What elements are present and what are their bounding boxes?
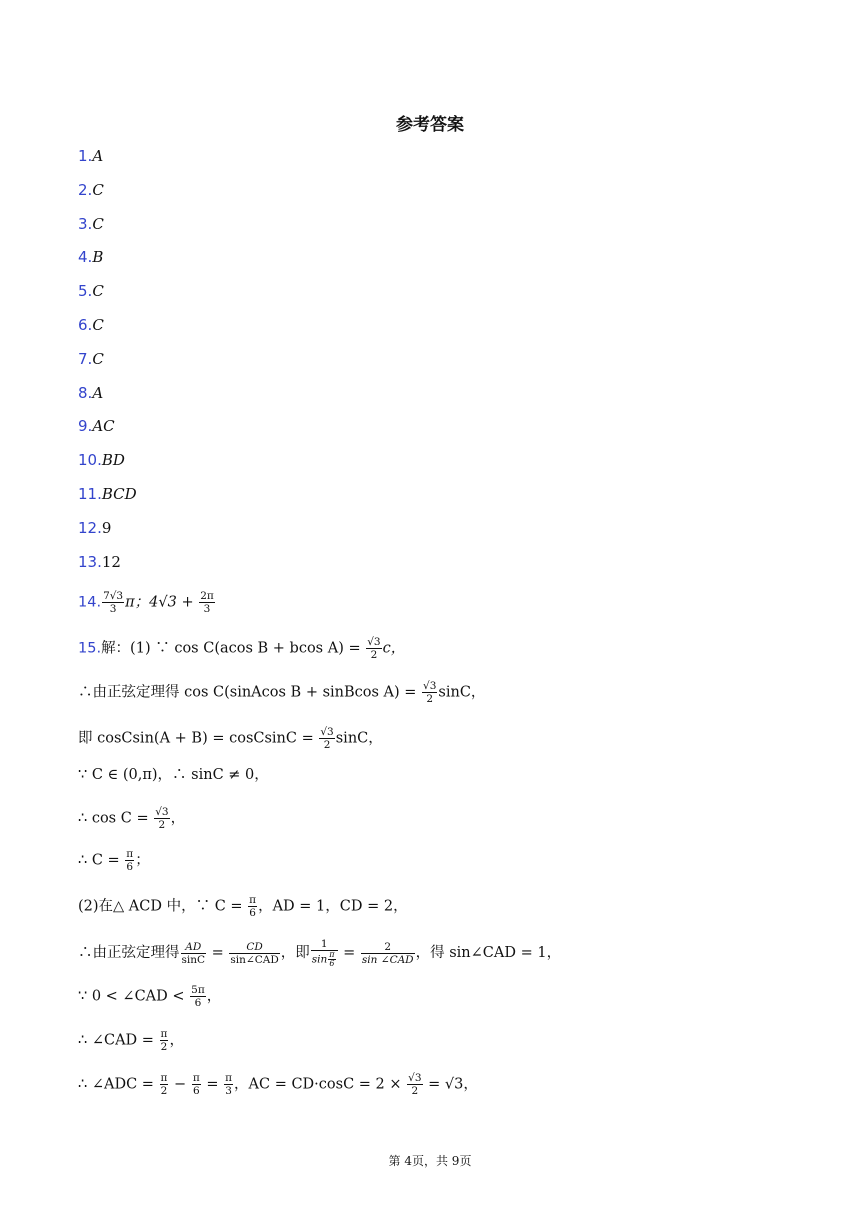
answer-15-line-6: ∴ C = $\frac{\pi}{6}$ ； [78, 848, 150, 873]
fraction: $\frac{\pi}{2}$ [160, 1028, 168, 1053]
fraction: $\frac{2}{\text{sin ∠CAD}}$ [361, 940, 414, 966]
answer-value: A [92, 147, 104, 165]
fraction: $\frac{√3}{2}$ [155, 806, 169, 831]
answer-item [78, 180, 104, 200]
answer-number: 14. [78, 594, 102, 611]
answer-item [78, 281, 104, 301]
fraction: $\frac{\pi}{6}$ [126, 848, 134, 873]
answer-item [78, 247, 103, 267]
answer-value: B [92, 248, 104, 266]
answer-item [78, 552, 121, 572]
answer-item [78, 416, 115, 436]
answer-number: 4. [78, 248, 93, 266]
fraction: $\frac{2\pi}{3}$ [200, 590, 214, 615]
fraction: $\frac{√3}{2}$ [367, 636, 381, 661]
answer-number: 6. [78, 316, 93, 334]
answer-number: 12. [78, 519, 102, 537]
answer-value: 9 [101, 519, 112, 537]
answer-value: C [92, 215, 104, 233]
fraction: $\frac{7√3}{3}$ [103, 590, 124, 615]
answer-number: 7. [78, 350, 93, 368]
answer-item [78, 349, 104, 369]
answer-item [78, 518, 111, 538]
fraction: $\frac{√3}{2}$ [408, 1072, 422, 1097]
answer-value: BD [101, 451, 125, 469]
answer-value: C [92, 350, 104, 368]
fraction: $\frac{√3}{2}$ [423, 680, 437, 705]
answer-item [78, 146, 103, 166]
answer-number: 10. [78, 451, 102, 469]
answer-item [78, 450, 125, 470]
answer-number: 5. [78, 282, 93, 300]
page-footer: 第 4页，共 9页 [388, 1154, 472, 1168]
answer-item [78, 484, 137, 504]
answer-item [78, 383, 103, 403]
answer-value: A [92, 384, 104, 402]
answer-15-line-10: ∴ ∠CAD = $\frac{\pi}{2}$ ， [78, 1028, 184, 1053]
fraction: $\frac{√3}{2}$ [320, 726, 334, 751]
answer-number: 15. [78, 640, 102, 657]
fraction: $\frac{\pi}{6}$ [329, 950, 335, 968]
fraction: $\frac{CD}{\text{sin∠CAD}}$ [230, 940, 279, 966]
answer-value: C [92, 282, 104, 300]
fraction: $\frac{\pi}{6}$ [249, 894, 257, 919]
answer-item [78, 214, 104, 234]
answer-14: 14. $\frac{7√3}{3}$ π；4√3 + $\frac{2\pi}{3}$ [78, 590, 214, 615]
fraction: $\frac{\pi}{3}$ [225, 1072, 233, 1097]
answer-value: C [92, 316, 104, 334]
answer-15-line-2: ∴由正弦定理得 cos C(sinAcos B + sinBcos A) = $\frac{√3}{2}$ sinC， [78, 680, 486, 705]
answer-number: 9. [78, 417, 93, 435]
fraction: $\frac{5\pi}{6}$ [191, 984, 205, 1009]
fraction: $\frac{\pi}{2}$ [160, 1072, 168, 1097]
page-title: 参考答案 [396, 115, 464, 135]
answer-item [78, 315, 104, 335]
answer-15-line-11: ∴ ∠ADC = $\frac{\pi}{2}$ − $\frac{\pi}{6}$ = $\frac{\pi}{3}$ ，AC = CD·cosC = 2 × $\frac{√3}{2}$ = √3， [78, 1072, 478, 1097]
answer-15-line-3: 即 cosCsin(A + B) = cosCsinC = $\frac{√3}{2}$ sinC， [78, 726, 383, 751]
answer-15-line-8: ∴由正弦定理得 $\frac{AD}{\sin C}$ = $\frac{CD}{\text{sin∠CAD}}$ ，即 1 sin $\frac{\pi}{6}$ = $\frac{2}{\text{sin ∠CAD}}$ ，得 sin∠CAD = 1， [78, 938, 562, 968]
answer-15-line-9: ∵ 0 < ∠CAD < $\frac{5\pi}{6}$ ， [78, 984, 222, 1009]
answer-value: AC [92, 417, 115, 435]
answer-15-line-5: ∴ cos C = $\frac{√3}{2}$ ， [78, 806, 186, 831]
answer-15-line-1: 15.解：(1) ∵ cos C(acos B + bcos A) = $\frac{√3}{2}$ c， [78, 636, 406, 661]
answer-value: C [92, 181, 104, 199]
answer-number: 8. [78, 384, 93, 402]
answer-15-line-4: ∵ C ∈ (0,π)，∴ sinC ≠ 0， [78, 767, 269, 783]
answer-number: 1. [78, 147, 93, 165]
answer-value: BCD [101, 485, 137, 503]
answer-number: 13. [78, 553, 102, 571]
answer-15-line-7: (2)在△ ACD 中，∵ C = $\frac{\pi}{6}$ ，AD = 1，CD = 2， [78, 894, 408, 919]
answer-number: 2. [78, 181, 93, 199]
answer-value: 12 [101, 553, 121, 571]
answer-number: 3. [78, 215, 93, 233]
fraction: $\frac{AD}{\sin C}$ [181, 940, 206, 966]
answer-number: 11. [78, 485, 102, 503]
fraction: 1 sin $\frac{\pi}{6}$ [311, 938, 338, 968]
fraction: $\frac{\pi}{6}$ [192, 1072, 200, 1097]
